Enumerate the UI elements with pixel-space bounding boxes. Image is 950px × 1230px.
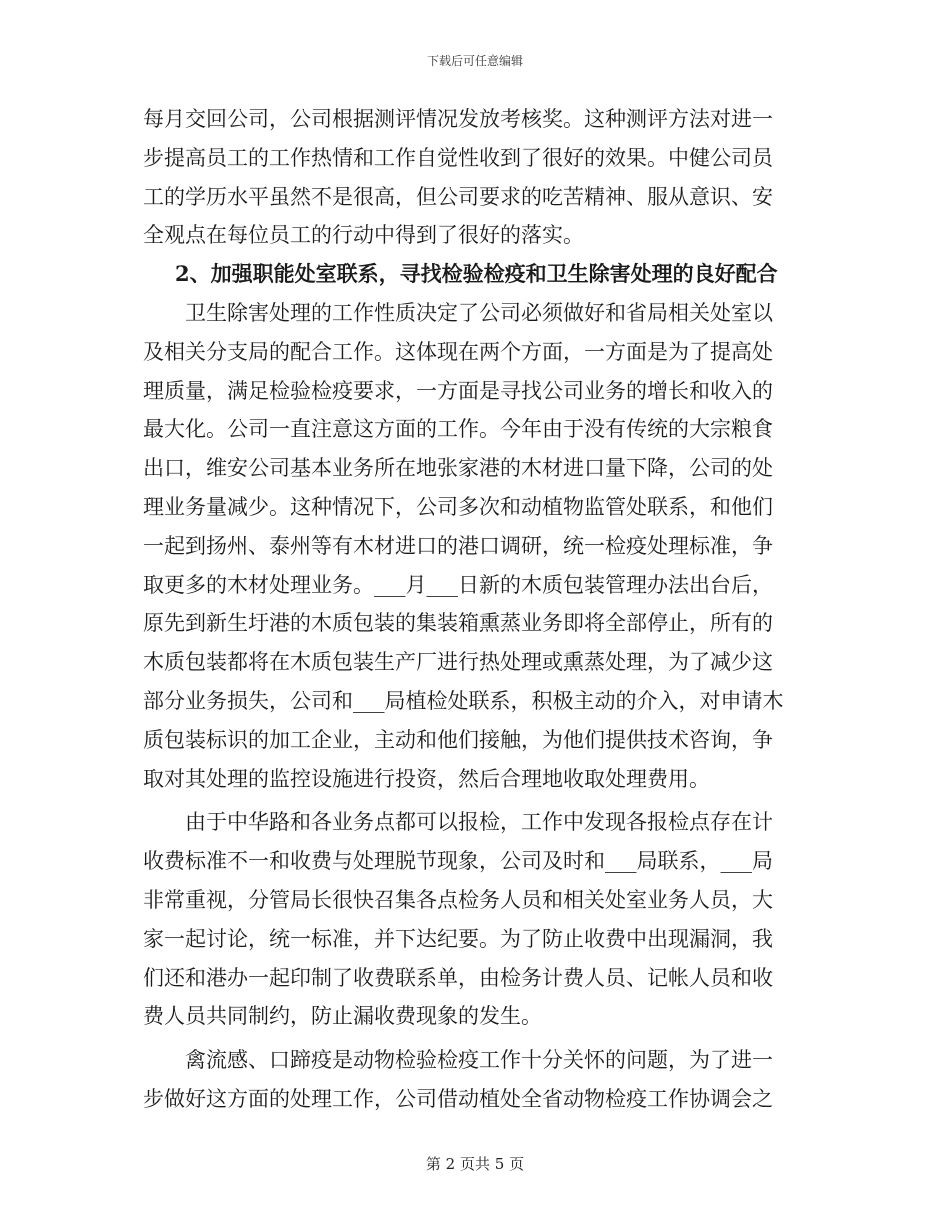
page-header: 下载后可任意编辑 xyxy=(426,54,523,68)
text-line: 出口，维安公司基本业务所在地张家港的木材进口量下降，公司的处 xyxy=(143,456,773,481)
page-footer: 第 2 页共 5 页 xyxy=(425,1155,525,1173)
text-line: 质包装标识的加工企业，主动和他们接触，为他们提供技术咨询，争 xyxy=(143,727,773,752)
section-heading xyxy=(143,255,808,294)
text-line: 最大化。公司一直注意这方面的工作。今年由于没有传统的大宗粮食 xyxy=(143,417,773,442)
text-line: 原先到新生圩港的木质包装的集装箱熏蒸业务即将全部停止，所有的 xyxy=(143,611,773,636)
text-line: 卫生除害处理的工作性质决定了公司必须做好和省局相关处室以 xyxy=(143,300,773,325)
text-line: 们还和港办一起印制了收费联系单，由检务计费人员、记帐人员和收 xyxy=(143,965,773,990)
text-line: 非常重视，分管局长很快召集各点检务人员和相关处室业务人员，大 xyxy=(143,887,773,912)
text-line: 理业务量减少。这种情况下，公司多次和动植物监管处联系，和他们 xyxy=(143,494,773,519)
text-line: 木质包装都将在木质包装生产厂进行热处理或熏蒸处理，为了减少这 xyxy=(143,650,773,675)
paragraph-coordination xyxy=(143,294,808,798)
section-heading-text: 2、加强职能处室联系，寻找检验检疫和卫生除害处理的良好配合 xyxy=(175,261,778,287)
paragraph-epidemic xyxy=(143,1041,808,1119)
paragraph-appraisal xyxy=(143,100,808,255)
text-line: 取对其处理的监控设施进行投资，然后合理地收取处理费用。 xyxy=(143,766,710,791)
text-line: 部分业务损失，公司和___局植检处联系，积极主动的介入，对申请木 xyxy=(143,688,784,713)
text-line: 全观点在每位员工的行动中得到了很好的落实。 xyxy=(143,223,584,248)
text-line: 一起到扬州、泰州等有木材进口的港口调研，统一检疫处理标准，争 xyxy=(143,533,773,558)
text-line: 费人员共同制约，防止漏收费现象的发生。 xyxy=(143,1004,542,1029)
text-line: 及相关分支局的配合工作。这体现在两个方面，一方面是为了提高处 xyxy=(143,339,773,364)
paragraph-fees xyxy=(143,803,808,1036)
text-line: 每月交回公司，公司根据测评情况发放考核奖。这种测评方法对进一 xyxy=(143,107,773,131)
text-line: 禽流感、口蹄疫是动物检验检疫工作十分关怀的问题，为了进一 xyxy=(143,1048,773,1073)
document-body xyxy=(143,100,808,1119)
text-line: 由于中华路和各业务点都可以报检，工作中发现各报检点存在计 xyxy=(143,810,773,835)
text-line: 步做好这方面的处理工作，公司借动植处全省动物检疫工作协调会之 xyxy=(143,1086,773,1111)
text-line: 理质量，满足检验检疫要求，一方面是寻找公司业务的增长和收入的 xyxy=(143,378,773,403)
text-line: 取更多的木材处理业务。___月___日新的木质包装管理办法出台后， xyxy=(143,572,773,597)
text-line: 家一起讨论，统一标准，并下达纪要。为了防止收费中出现漏洞，我 xyxy=(143,926,773,951)
text-line: 工的学历水平虽然不是很高，但公司要求的吃苦精神、服从意识、安 xyxy=(143,184,773,209)
text-line: 步提高员工的工作热情和工作自觉性收到了很好的效果。中健公司员 xyxy=(143,145,773,170)
text-line: 收费标准不一和收费与处理脱节现象，公司及时和___局联系，___局 xyxy=(143,849,773,874)
